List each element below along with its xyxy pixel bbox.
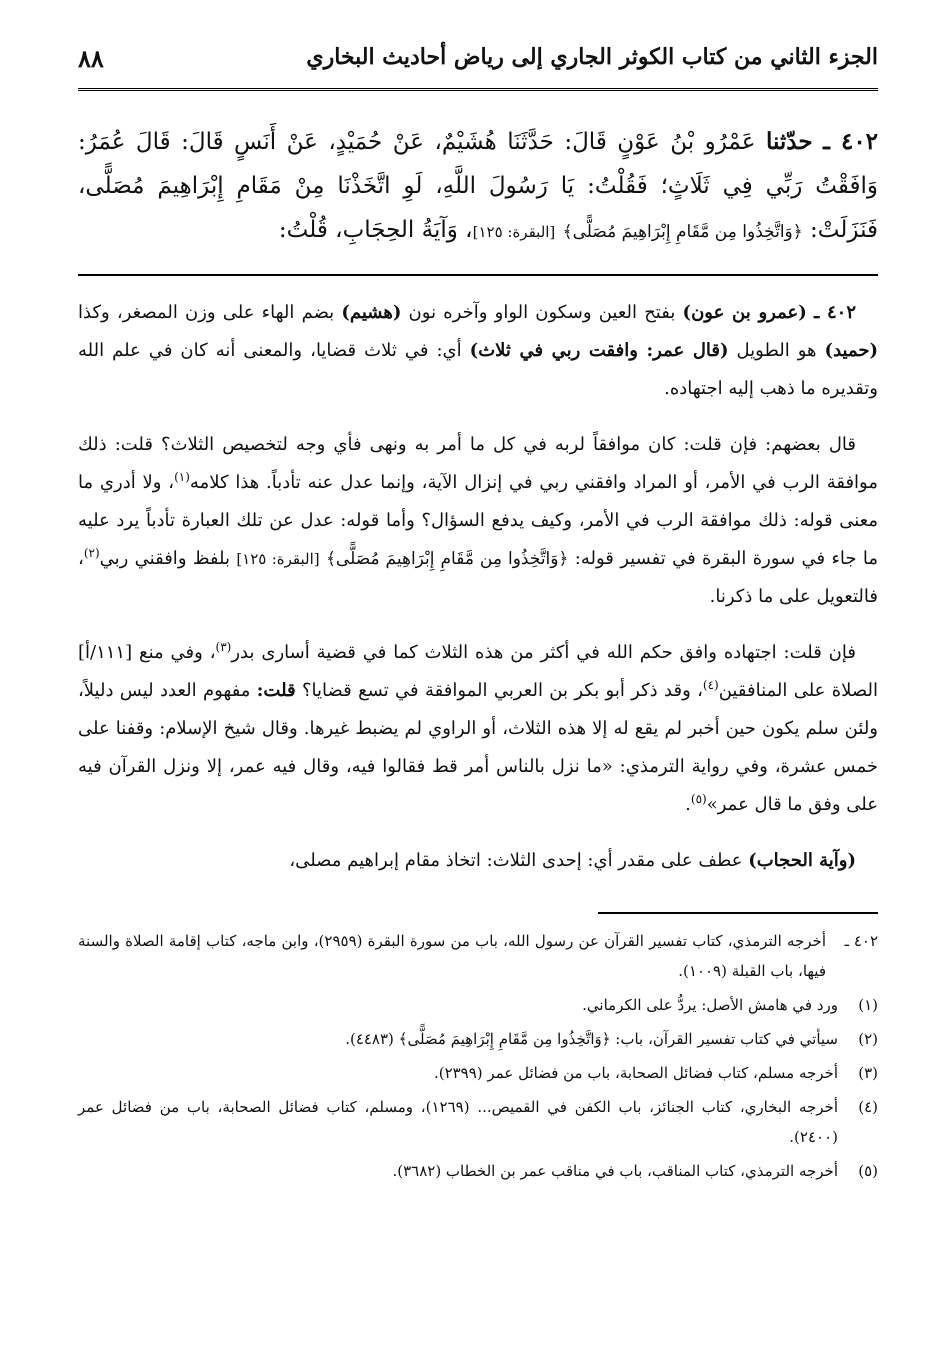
footnote-ref[interactable]: (١): [174, 470, 190, 484]
text: فإن قلت: اجتهاده وافق حكم الله في أكثر من هذه الثلاث كما في قضية أسارى بدر: [231, 642, 856, 663]
footnote-ref[interactable]: (٤): [702, 678, 719, 692]
footnote-text: أخرجه مسلم، كتاب فضائل الصحابة، باب من فضائل عمر (٢٣٩٩).: [433, 1064, 838, 1082]
hadith-lead: حدّثنا: [765, 128, 813, 155]
commentary-paragraph-4: [78, 842, 878, 880]
footnote-label: (٤): [858, 1098, 878, 1116]
text: قال بعضهم: فإن قلت: كان موافقاً لربه في كل ما أمر به ونهى فأي وجه لتخصيص الثلاث؟ قلت: ذلك موافقة الرب في الأمر، أو المراد وافقني ربي في إنزال الآية، وإنما عدل عنه تأدباً. هذا كلامه: [78, 434, 878, 493]
quran-citation: [البقرة: ١٢٥]: [472, 223, 556, 241]
text: ، فالتعويل على ما ذكرنا.: [78, 548, 878, 607]
commentary-paragraph-2: [78, 426, 878, 616]
text: ، وقد ذكر أبو بكر بن العربي الموافقة في تسع قضايا؟: [295, 680, 703, 701]
hadith-number: ٤٠٢ ـ: [823, 128, 879, 155]
section-divider: [78, 274, 878, 276]
footnote-ref[interactable]: (٢): [83, 546, 100, 560]
text: بفتح العين وسكون الواو وآخره نون: [401, 302, 683, 323]
term: (عمرو بن عون): [682, 302, 807, 323]
text: .: [685, 794, 691, 815]
footnote: [78, 1024, 878, 1054]
commentary-paragraph-1: [78, 294, 878, 408]
quran-verse: ﴿وَاتَّخِذُوا مِن مَّقَامِ إِبْرَاهِيمَ مُصَلًّى﴾: [325, 549, 569, 569]
footnote-label: (٢): [858, 1030, 878, 1048]
term: (حميد): [824, 340, 878, 361]
commentary-paragraph-3: [78, 634, 878, 824]
header-rule: [78, 88, 878, 93]
footnotes: [78, 926, 878, 1186]
hadith-text-b: ، وَآيَةُ الحِجَابِ، قُلْتُ:: [278, 217, 473, 243]
text: مفهوم العدد ليس دليلاً، ولئن سلم يكون حين أخبر لم يقع له إلا هذه الثلاث، أو الراوي لم يضبط غيرها. وقال شيخ الإسلام: وقفنا على خمس عشرة، وفي رواية الترمذي: «ما نزل بالناس أمر قط فقالوا فيه، وقال فيه عمر، إلا ونزل القرآن فيه على وفق ما قال عمر»: [78, 680, 879, 815]
footnote: [78, 1058, 878, 1088]
page-number: ٨٨: [78, 44, 104, 73]
term: قلت:: [256, 680, 296, 701]
footnote-text: أخرجه الترمذي، كتاب المناقب، باب في مناقب عمر بن الخطاب (٣٦٨٢).: [392, 1162, 838, 1180]
footnote-rule: [598, 912, 878, 914]
text: ، ولا أدري ما معنى قوله: ذلك موافقة الرب في الأمر، وكيف يدفع السؤال؟ وأما قوله: عدل عن تلك العبارة تأدباً يرد عليه ما جاء في سورة البقرة في تفسير قوله:: [78, 472, 878, 569]
quran-citation: [البقرة: ١٢٥]: [236, 550, 320, 568]
footnote-text: أخرجه الترمذي، كتاب تفسير القرآن عن رسول الله، باب من سورة البقرة (٢٩٥٩)، وابن ماجه، كتاب إقامة الصلاة والسنة فيها، باب القبلة (١٠٠٩).: [78, 932, 826, 980]
hadith-text-a: عَمْرُو بْنُ عَوْنٍ قَالَ: حَدَّثَنَا هُشَيْمٌ، عَنْ حُمَيْدٍ، عَنْ أَنَسٍ قَالَ: قَالَ عُمَرُ: وَافَقْتُ رَبِّي فِي ثَلَاثٍ؛ فَقُلْتُ: يَا رَسُولَ اللَّهِ، لَوِ اتَّخَذْنَا مِنْ مَقَامِ إِبْرَاهِيمَ مُصَلًّى، فَنَزَلَتْ:: [78, 129, 878, 243]
text: ، وفي منع [١١١/أ] الصلاة على المنافقين: [78, 642, 879, 701]
footnote-text: ورد في هامش الأصل: يردُّ على الكرماني.: [582, 996, 838, 1014]
footnote: [78, 1156, 878, 1186]
page-header: [78, 30, 878, 80]
footnote-text: سيأتي في كتاب تفسير القرآن، باب: ﴿وَاتَّخِذُوا مِن مَّقَامِ إِبْرَاهِيمَ مُصَلًّى﴾ (٤٤٨٣).: [345, 1030, 838, 1048]
footnote-ref[interactable]: (٥): [690, 792, 707, 806]
term: (هشيم): [341, 302, 402, 323]
running-title: الجزء الثاني من كتاب الكوثر الجاري إلى رياض أحاديث البخاري: [306, 44, 878, 70]
footnote: [78, 926, 878, 986]
text: أي: في ثلاث قضايا، والمعنى أنه كان في علم الله وتقديره ما ذهب إليه اجتهاده.: [78, 340, 878, 399]
hadith-text: [78, 120, 878, 254]
quran-verse: ﴿وَاتَّخِذُوا مِن مَّقَامِ إِبْرَاهِيمَ مُصَلًّى﴾: [562, 222, 803, 242]
footnote-ref[interactable]: (٣): [215, 640, 232, 654]
footnote: [78, 990, 878, 1020]
commentary: [78, 294, 878, 880]
term: (وآية الحجاب): [748, 850, 856, 871]
text: بلفظ وافقني ربي: [99, 548, 237, 569]
text: بضم الهاء على وزن المصغر، وكذا: [78, 302, 342, 323]
footnote-label: (٥): [858, 1162, 878, 1180]
footnote-label: (١): [858, 996, 878, 1014]
footnote-label: (٣): [858, 1064, 878, 1082]
footnote: [78, 1092, 878, 1152]
footnote-text: أخرجه البخاري، كتاب الجنائز، باب الكفن في القميص... (١٢٦٩)، ومسلم، كتاب فضائل الصحابة، باب من فضائل عمر (٢٤٠٠).: [78, 1098, 838, 1146]
page: [78, 30, 878, 1190]
text: هو الطويل: [728, 340, 825, 361]
commentary-number: ٤٠٢ ـ: [813, 302, 856, 323]
footnote-label: ٤٠٢ ـ: [844, 932, 878, 950]
term: (قال عمر: وافقت ربي في ثلاث): [469, 340, 729, 361]
text: عطف على مقدر أي: إحدى الثلاث: اتخاذ مقام إبراهيم مصلى،: [289, 850, 749, 871]
